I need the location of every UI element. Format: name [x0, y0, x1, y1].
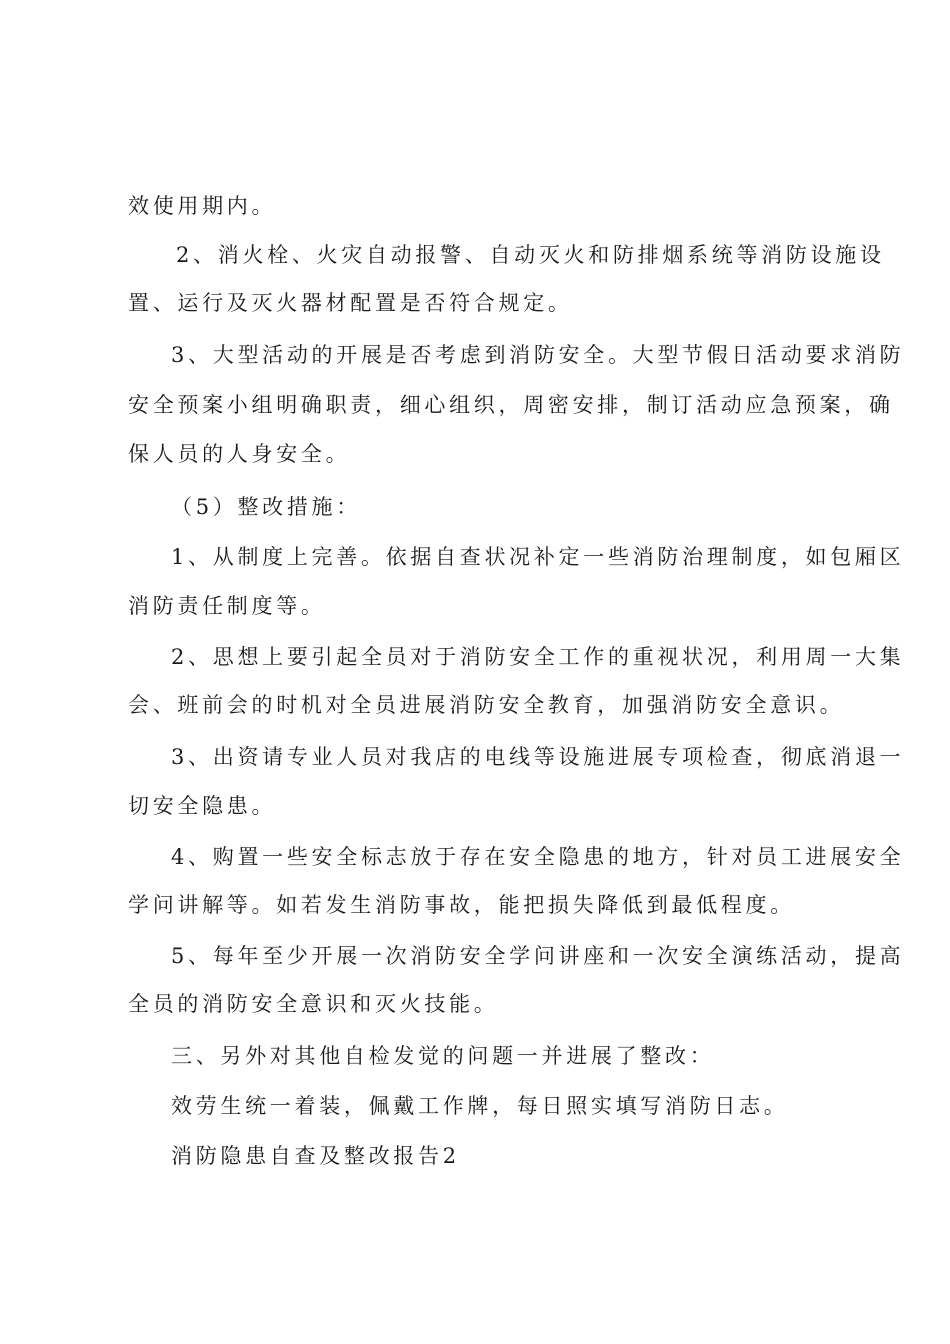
text-line: 全员的消防安全意识和灭火技能。 [128, 992, 499, 1016]
section-heading: 三、另外对其他自检发觉的问题一并进展了整改： [171, 1044, 715, 1068]
paragraph-line: 5、每年至少开展一次消防安全学问讲座和一次安全演练活动，提高 [171, 944, 905, 968]
text-line: 消防责任制度等。 [128, 594, 326, 618]
text-line: 会、班前会的时机对全员进展消防安全教育，加强消防安全意识。 [128, 693, 845, 717]
text-line: 效使用期内。 [128, 194, 277, 218]
paragraph-line: 4、购置一些安全标志放于存在安全隐患的地方，针对员工进展安全 [171, 845, 905, 869]
text-line: 安全预案小组明确职责，细心组织，周密安排，制订活动应急预案，确 [128, 393, 894, 417]
report-title: 消防隐患自查及整改报告2 [171, 1144, 460, 1168]
text-line: 切安全隐患。 [128, 794, 277, 818]
section-heading: （5）整改措施： [171, 495, 361, 519]
paragraph-line: 3、出资请专业人员对我店的电线等设施进展专项检查，彻底消退一 [171, 745, 905, 769]
paragraph-line: 效劳生统一着装，佩戴工作牌，每日照实填写消防日志。 [171, 1094, 789, 1118]
text-line: 学问讲解等。如若发生消防事故，能把损失降低到最低程度。 [128, 893, 795, 917]
paragraph-line: 1、从制度上完善。依据自查状况补定一些消防治理制度，如包厢区 [171, 545, 905, 569]
paragraph-line: 2、思想上要引起全员对于消防安全工作的重视状况，利用周一大集 [171, 645, 905, 669]
paragraph-line: 3、大型活动的开展是否考虑到消防安全。大型节假日活动要求消防 [171, 343, 905, 367]
text-line: 保人员的人身安全。 [128, 442, 351, 466]
paragraph-line: 2、消火栓、火灾自动报警、自动灭火和防排烟系统等消防设施设 [176, 243, 885, 267]
text-line: 置、运行及灭火器材配置是否符合规定。 [128, 291, 573, 315]
